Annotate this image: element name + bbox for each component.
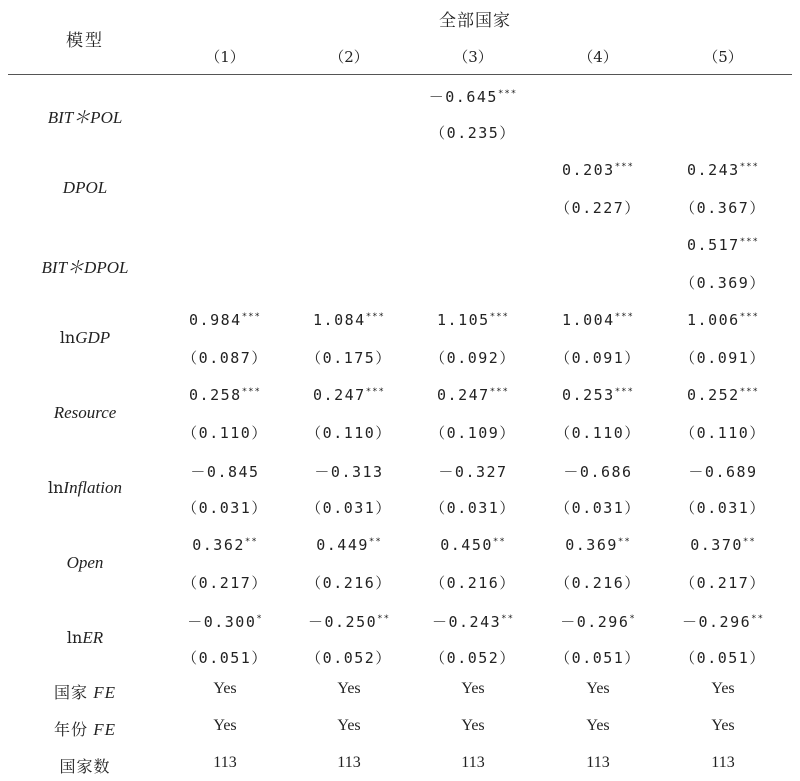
column-header-2: （2） <box>329 48 369 66</box>
significance-stars: ** <box>377 614 390 624</box>
standard-error: （0.051） <box>680 649 766 667</box>
standard-error: （0.031） <box>555 499 641 517</box>
significance-stars: ** <box>501 614 514 624</box>
standard-error: （0.110） <box>680 424 766 442</box>
footer-value: Yes <box>711 680 735 697</box>
coefficient-value: －0.327 <box>438 463 508 481</box>
coefficient-value: 0.450** <box>440 536 506 554</box>
footer-value: Yes <box>213 680 237 697</box>
coefficient-value: 0.203*** <box>562 161 634 179</box>
coefficient-value: 0.253*** <box>562 386 634 404</box>
coefficient-value: －0.645*** <box>428 88 518 106</box>
significance-stars: ** <box>742 537 756 547</box>
row-label-variable: BIT＊DPOL <box>41 258 129 277</box>
header-group-label: 全部国家 <box>439 11 511 31</box>
column-header-4: （4） <box>578 48 618 66</box>
standard-error: （0.031） <box>306 499 392 517</box>
standard-error: （0.109） <box>430 424 516 442</box>
standard-error: （0.031） <box>182 499 268 517</box>
row-label-prefix: ln <box>59 328 76 347</box>
significance-stars: *** <box>614 312 634 322</box>
significance-stars: *** <box>614 387 634 397</box>
column-header-5: （5） <box>703 48 743 66</box>
significance-stars: ** <box>492 537 506 547</box>
row-label <box>10 103 160 128</box>
significance-stars: *** <box>489 387 509 397</box>
significance-stars: *** <box>739 387 759 397</box>
row-label-variable: ER <box>82 628 104 647</box>
standard-error: （0.091） <box>680 349 766 367</box>
standard-error: （0.031） <box>680 499 766 517</box>
standard-error: （0.052） <box>306 649 392 667</box>
coefficient-value: 0.258*** <box>189 386 261 404</box>
standard-error: （0.217） <box>182 574 268 592</box>
standard-error: （0.367） <box>680 199 766 217</box>
standard-error: （0.091） <box>555 349 641 367</box>
coefficient-value: 0.449** <box>316 536 382 554</box>
standard-error: （0.051） <box>182 649 268 667</box>
coefficient-value: －0.296** <box>682 613 764 631</box>
standard-error: （0.235） <box>430 124 516 142</box>
row-label-variable: BIT＊POL <box>47 108 123 127</box>
header-divider <box>8 74 792 75</box>
footer-value: Yes <box>711 717 735 734</box>
standard-error: （0.031） <box>430 499 516 517</box>
standard-error: （0.369） <box>680 274 766 292</box>
footer-value: Yes <box>213 717 237 734</box>
footer-row-label: 年份 FE <box>53 720 117 739</box>
significance-stars: *** <box>739 312 759 322</box>
footer-value: Yes <box>586 680 610 697</box>
footer-value: 113 <box>337 754 361 771</box>
significance-stars: *** <box>614 162 634 172</box>
footer-value: 113 <box>461 754 485 771</box>
significance-stars: *** <box>241 312 261 322</box>
row-label <box>10 478 160 498</box>
row-label-variable: DPOL <box>62 178 108 197</box>
standard-error: （0.087） <box>182 349 268 367</box>
significance-stars: *** <box>365 387 385 397</box>
row-label <box>10 328 160 348</box>
row-label <box>10 253 160 278</box>
standard-error: （0.227） <box>555 199 641 217</box>
row-label-variable: GDP <box>75 328 111 347</box>
significance-stars: *** <box>489 312 509 322</box>
standard-error: （0.216） <box>430 574 516 592</box>
footer-value: Yes <box>337 717 361 734</box>
row-label <box>10 628 160 648</box>
significance-stars: *** <box>241 387 261 397</box>
footer-value: Yes <box>461 717 485 734</box>
footer-value: Yes <box>337 680 361 697</box>
coefficient-value: －0.686 <box>563 463 633 481</box>
footer-label-fe: FE <box>87 683 117 702</box>
footer-label-fe: FE <box>87 720 117 739</box>
footer-value: 113 <box>711 754 735 771</box>
coefficient-value: －0.845 <box>190 463 260 481</box>
significance-stars: *** <box>739 162 759 172</box>
coefficient-value: 1.004*** <box>562 311 634 329</box>
significance-stars: * <box>629 614 636 624</box>
coefficient-value: －0.250** <box>308 613 390 631</box>
standard-error: （0.216） <box>555 574 641 592</box>
standard-error: （0.052） <box>430 649 516 667</box>
row-label-variable: Resource <box>53 403 117 422</box>
significance-stars: *** <box>739 237 759 247</box>
significance-stars: ** <box>368 537 382 547</box>
row-label <box>10 553 160 573</box>
coefficient-value: －0.689 <box>688 463 758 481</box>
row-label-prefix: ln <box>66 628 83 647</box>
standard-error: （0.216） <box>306 574 392 592</box>
significance-stars: * <box>256 614 263 624</box>
coefficient-value: 0.362** <box>192 536 258 554</box>
standard-error: （0.092） <box>430 349 516 367</box>
significance-stars: ** <box>244 537 258 547</box>
column-header-3: （3） <box>453 48 493 66</box>
row-label-variable: Inflation <box>63 478 122 497</box>
row-label-variable: Open <box>66 553 104 572</box>
standard-error: （0.110） <box>555 424 641 442</box>
coefficient-value: 0.247*** <box>437 386 509 404</box>
standard-error: （0.175） <box>306 349 392 367</box>
significance-stars: *** <box>365 312 385 322</box>
footer-value: Yes <box>461 680 485 697</box>
coefficient-value: －0.300* <box>187 613 263 631</box>
standard-error: （0.051） <box>555 649 641 667</box>
footer-value: 113 <box>586 754 610 771</box>
coefficient-value: 1.084*** <box>313 311 385 329</box>
footer-row-label: 国家数 <box>59 757 111 776</box>
row-label-prefix: ln <box>48 478 64 497</box>
column-header-1: （1） <box>205 48 245 66</box>
footer-row-label: 国家 FE <box>53 683 117 702</box>
significance-stars: *** <box>497 89 518 99</box>
coefficient-value: 0.370** <box>690 536 756 554</box>
significance-stars: ** <box>751 614 764 624</box>
footer-value: 113 <box>213 754 237 771</box>
standard-error: （0.217） <box>680 574 766 592</box>
coefficient-value: 0.984*** <box>189 311 261 329</box>
footer-value: Yes <box>586 717 610 734</box>
header-model-label: 模型 <box>66 31 104 51</box>
row-label <box>10 403 160 423</box>
standard-error: （0.110） <box>306 424 392 442</box>
coefficient-value: －0.296* <box>560 613 636 631</box>
coefficient-value: 0.243*** <box>687 161 759 179</box>
significance-stars: ** <box>617 537 631 547</box>
coefficient-value: 1.006*** <box>687 311 759 329</box>
coefficient-value: 0.247*** <box>313 386 385 404</box>
row-label <box>10 178 160 198</box>
standard-error: （0.110） <box>182 424 268 442</box>
coefficient-value: 0.252*** <box>687 386 759 404</box>
coefficient-value: －0.313 <box>314 463 384 481</box>
coefficient-value: 1.105*** <box>437 311 509 329</box>
coefficient-value: －0.243** <box>432 613 514 631</box>
coefficient-value: 0.517*** <box>687 236 759 254</box>
coefficient-value: 0.369** <box>565 536 631 554</box>
